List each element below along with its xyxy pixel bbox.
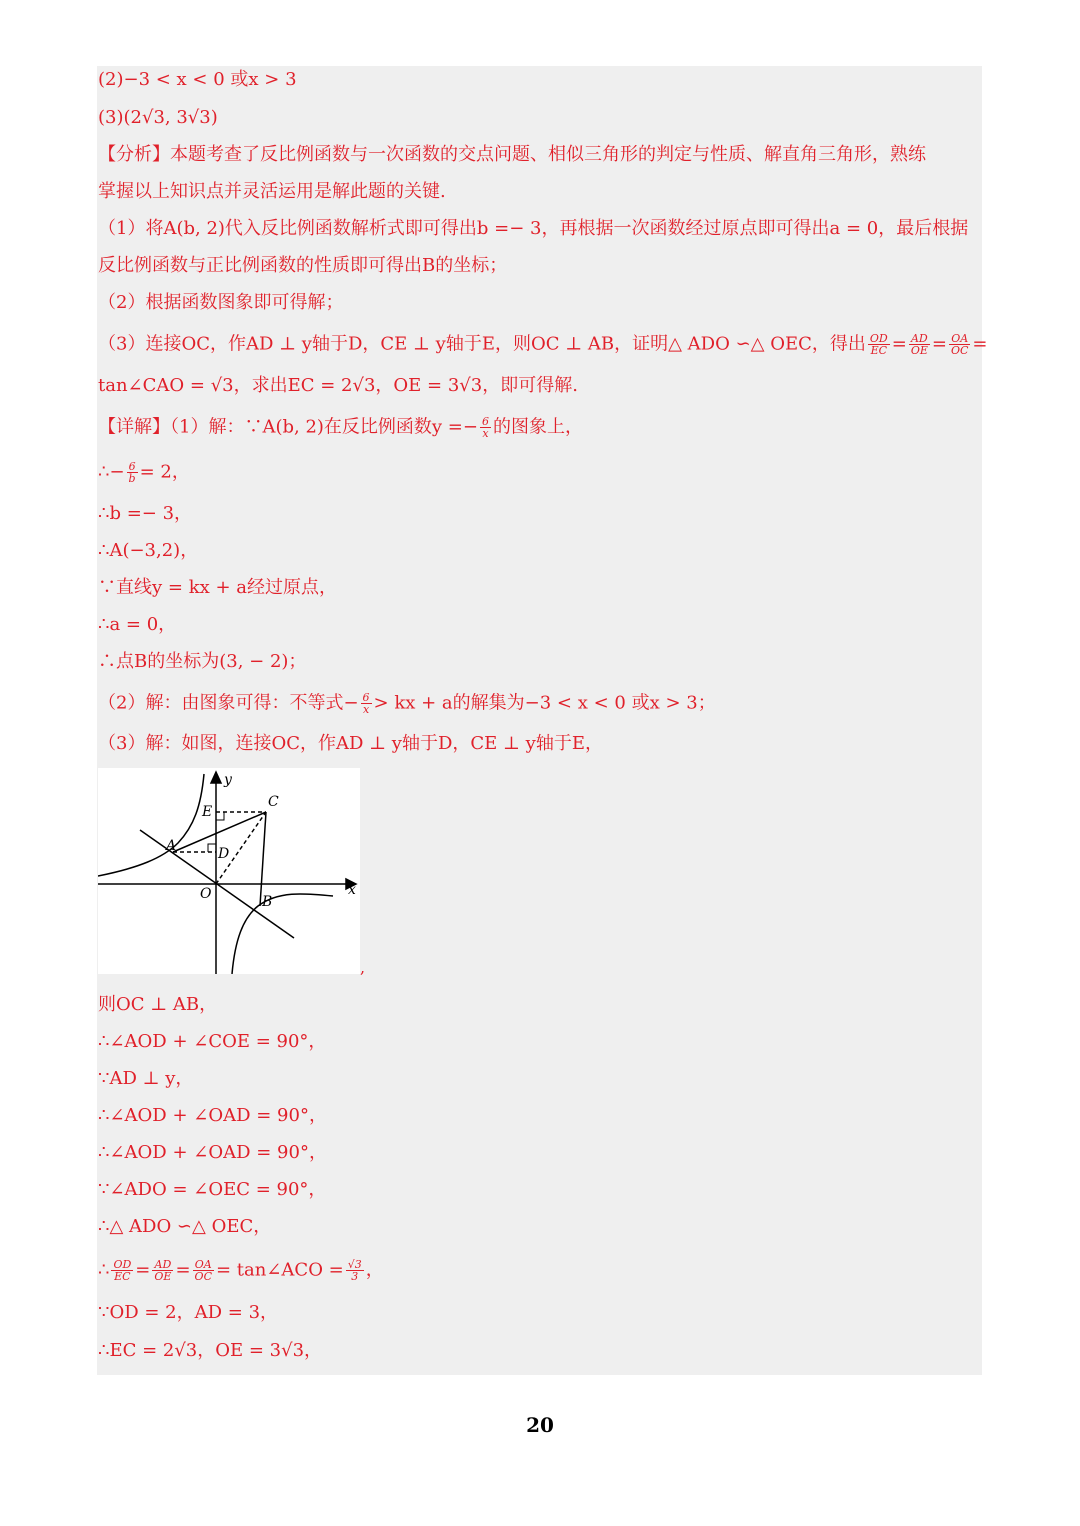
analysis-step-3-text: （3）连接OC，作AD ⊥ y轴于D，CE ⊥ y轴于E，则OC ⊥ AB，证明△ ADO ∽△ OEC，得出: [98, 333, 866, 355]
analysis-step-3-cont: tan∠CAO = √3，求出EC = 2√3，OE = 3√3，即可得解.: [98, 375, 578, 396]
solution-line-1: ∴− $\frac{6}{b}$ = 2，: [98, 460, 190, 485]
proof-line-1: 则OC ⊥ AB，: [98, 994, 218, 1015]
solution-heading: 【详解】（1）解：∵A(b, 2)在反比例函数y =− $\frac{6}{x}$ 的图象上，: [98, 415, 583, 440]
answer-part-3: (3)(2√3, 3√3): [98, 107, 218, 128]
fraction-sqrt3-3: $\frac{√3}{3}$: [347, 1258, 362, 1283]
page-number: 20: [526, 1413, 554, 1437]
fraction-6-x: $\frac{6}{x}$: [481, 415, 489, 440]
fraction-6-x-2: $\frac{6}{x}$: [362, 691, 370, 716]
label-x: x: [348, 882, 356, 898]
proof-line-9: ∵OD = 2，AD = 3，: [98, 1302, 279, 1323]
proof-line-3: ∵AD ⊥ y，: [98, 1068, 194, 1089]
right-angle-e: [216, 812, 224, 820]
solution-line-6: ∴点B的坐标为(3, − 2)；: [98, 651, 307, 672]
label-e: E: [202, 804, 213, 820]
solution-line-2: ∴b =− 3，: [98, 503, 193, 524]
segment-bc: [260, 812, 266, 906]
solution-part-3: （3）解：如图，连接OC，作AD ⊥ y轴于D，CE ⊥ y轴于E，: [98, 733, 603, 754]
fraction-6-b: $\frac{6}{b}$: [128, 460, 136, 485]
analysis-step-2: （2）根据函数图象即可得解；: [98, 292, 344, 313]
proof-line-2: ∴∠AOD + ∠COE = 90°，: [98, 1031, 327, 1052]
fraction-ad-oe: $\frac{AD}{OE}$: [910, 332, 928, 357]
solution-line-5: ∴a = 0，: [98, 614, 177, 635]
analysis-step-1-cont: 反比例函数与正比例函数的性质即可得出B的坐标；: [98, 255, 508, 276]
y-axis-arrow: [211, 772, 221, 783]
label-a: A: [166, 838, 177, 854]
proof-line-6: ∵∠ADO = ∠OEC = 90°，: [98, 1179, 327, 1200]
analysis-step-3: （3）连接OC，作AD ⊥ y轴于D，CE ⊥ y轴于E，则OC ⊥ AB，证明△ ADO ∽△ OEC，得出 $\frac{OD}{EC}$ = $\frac{AD}{OE}$ = $\frac{OA}{OC}$ =: [98, 332, 988, 357]
fraction-oa-oc-2: $\frac{OA}{OC}$: [194, 1258, 212, 1283]
label-c: C: [268, 794, 279, 810]
analysis-line-2: 掌握以上知识点并灵活运用是解此题的关键.: [98, 181, 446, 202]
fraction-ad-oe-2: $\frac{AD}{OE}$: [154, 1258, 172, 1283]
label-o: O: [200, 886, 212, 902]
fraction-od-ec-2: $\frac{OD}{EC}$: [113, 1258, 132, 1283]
figure-trailing-comma: ,: [360, 958, 366, 977]
coordinate-diagram: [98, 768, 360, 974]
label-d: D: [218, 846, 230, 862]
answer-part-2: (2)−3 < x < 0 或x > 3: [98, 69, 297, 90]
fraction-oa-oc: $\frac{OA}{OC}$: [950, 332, 969, 357]
proof-line-7: ∴△ ADO ∽△ OEC，: [98, 1216, 272, 1237]
proof-line-5: ∴∠AOD + ∠OAD = 90°，: [98, 1142, 327, 1163]
analysis-line-1: 【分析】本题考查了反比例函数与一次函数的交点问题、相似三角形的判定与性质、解直角三角形，熟练: [98, 144, 926, 165]
proof-line-4: ∴∠AOD + ∠OAD = 90°，: [98, 1105, 327, 1126]
proof-line-10: ∴EC = 2√3，OE = 3√3，: [98, 1340, 323, 1361]
proof-line-8: ∴ $\frac{OD}{EC}$ = $\frac{AD}{OE}$ = $\frac{OA}{OC}$ = tan∠ACO = $\frac{√3}{3}$ ，: [98, 1258, 384, 1283]
analysis-step-1: （1）将A(b, 2)代入反比例函数解析式即可得出b =− 3，再根据一次函数经过原点即可得出a = 0，最后根据: [98, 218, 969, 239]
label-y: y: [224, 772, 232, 788]
label-b: B: [262, 894, 273, 910]
solution-line-4: ∵直线y = kx + a经过原点，: [98, 577, 338, 598]
solution-part-2: （2）解：由图象可得：不等式− $\frac{6}{x}$ > kx + a的解集为−3 < x < 0 或x > 3；: [98, 691, 716, 716]
geometry-figure: [98, 768, 360, 974]
right-angle-d: [208, 844, 216, 852]
solution-line-3: ∴A(−3,2)，: [98, 540, 199, 561]
hyperbola-upper-left: [98, 774, 204, 876]
fraction-od-ec: $\frac{OD}{EC}$: [869, 332, 888, 357]
